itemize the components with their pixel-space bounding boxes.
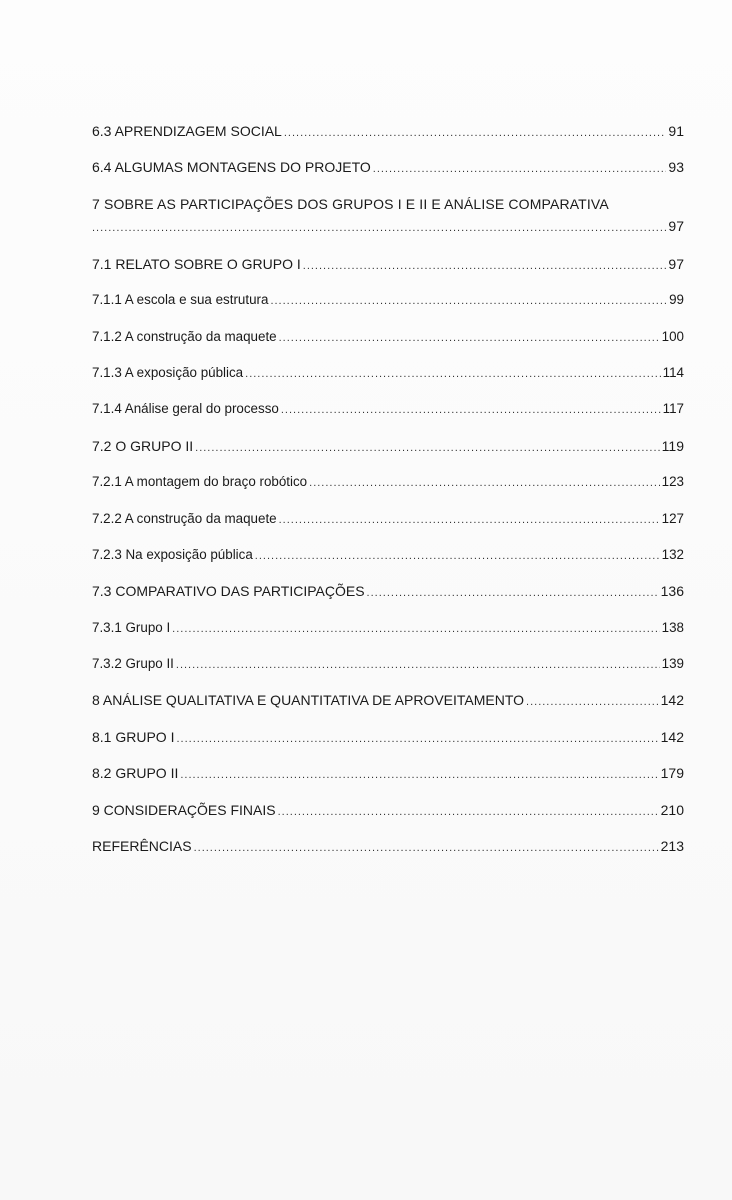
toc-entry	[92, 618, 684, 654]
toc-entry-page: 93	[668, 159, 684, 176]
toc-entry	[92, 290, 684, 326]
toc-entry	[92, 399, 684, 435]
toc-leader-dots	[194, 838, 659, 858]
toc-entry	[92, 472, 684, 508]
toc-entry	[92, 254, 684, 290]
toc-leader-dots	[176, 655, 660, 675]
toc-leader-dots	[303, 256, 667, 276]
toc-entry-title: 7.1.1 A escola e sua estrutura	[92, 292, 269, 308]
toc-leader-dots	[279, 328, 660, 348]
toc-entry-title: 7.1.3 A exposição pública	[92, 364, 244, 380]
toc-entry	[92, 545, 684, 581]
toc-entry-title: 6.4 ALGUMAS MONTAGENS DO PROJETO	[92, 159, 371, 176]
toc-entry-wrapped	[92, 194, 684, 254]
toc-entry-page: 142	[660, 728, 684, 745]
toc-entry	[92, 654, 684, 690]
toc-leader-dots	[373, 159, 667, 179]
toc-entry-title: 7.1.4 Análise geral do processo	[92, 401, 279, 417]
toc-entry-page: 117	[662, 401, 684, 417]
toc-leader-dots	[526, 692, 659, 712]
toc-entry	[92, 436, 684, 472]
toc-entry	[92, 327, 684, 363]
toc-entry-title: 7.1 RELATO SOBRE O GRUPO I	[92, 255, 301, 272]
toc-entry-title: 7.3.2 Grupo II	[92, 656, 174, 672]
toc-leader-dots	[92, 218, 666, 238]
toc-entry-page: 97	[668, 255, 684, 272]
toc-entry-title: 7.2.2 A construção da maquete	[92, 510, 277, 526]
toc-entry-title: 8.1 GRUPO I	[92, 728, 175, 745]
toc-entry	[92, 581, 684, 617]
toc-leader-dots	[309, 473, 660, 493]
toc-entry	[92, 727, 684, 763]
toc-leader-dots	[195, 438, 660, 458]
toc-entry	[92, 157, 684, 193]
toc-entry-page: 213	[660, 838, 684, 855]
toc-entry	[92, 836, 684, 872]
toc-entry-page: 179	[660, 765, 684, 782]
toc-entry-title: 9 CONSIDERAÇÕES FINAIS	[92, 801, 276, 818]
toc-entry	[92, 800, 684, 836]
toc-leader-dots	[281, 400, 661, 420]
toc-leader-dots	[367, 583, 659, 603]
table-of-contents	[92, 121, 684, 872]
toc-leader-dots	[278, 802, 659, 822]
toc-entry	[92, 509, 684, 545]
toc-entry-page: 119	[661, 437, 684, 454]
toc-entry-title: 7.2 O GRUPO II	[92, 437, 194, 454]
toc-entry-page: 210	[660, 801, 684, 818]
toc-entry-title: 8 ANÁLISE QUALITATIVA E QUANTITATIVA DE APROVEITAMENTO	[92, 692, 525, 709]
toc-entry-title: 7.3.1 Grupo I	[92, 619, 171, 635]
toc-entry-title: 7.2.3 Na exposição pública	[92, 546, 253, 562]
toc-entry-page: 100	[661, 328, 684, 344]
toc-entry-page: 139	[661, 656, 684, 672]
toc-entry-title: 7.1.2 A construção da maquete	[92, 328, 277, 344]
toc-leader-dots	[279, 510, 660, 530]
toc-entry-page: 132	[661, 546, 684, 562]
toc-entry-page: 142	[660, 692, 684, 709]
toc-entry-page: 136	[660, 583, 684, 600]
toc-entry-page: 138	[661, 619, 684, 635]
toc-entry-page: 114	[662, 364, 684, 380]
toc-entry-page: 123	[661, 474, 684, 490]
toc-leader-dots	[245, 364, 661, 384]
toc-leader-dots	[180, 765, 658, 785]
toc-entry	[92, 121, 684, 157]
toc-entry	[92, 363, 684, 399]
toc-leader-dots	[172, 619, 659, 639]
toc-leader-dots	[284, 123, 667, 143]
toc-entry-title: 7.3 COMPARATIVO DAS PARTICIPAÇÕES	[92, 583, 365, 600]
toc-entry-page: 91	[668, 123, 684, 139]
toc-leader-dots	[270, 291, 667, 311]
toc-leader-dots	[176, 729, 658, 749]
toc-entry-page: 97	[668, 217, 684, 234]
toc-entry-page: 99	[669, 292, 684, 308]
toc-entry-title: 7.2.1 A montagem do braço robótico	[92, 474, 308, 490]
toc-entry-title: 7 SOBRE AS PARTICIPAÇÕES DOS GRUPOS I E II E ANÁLISE COMPARATIVA	[92, 195, 609, 212]
toc-entry	[92, 763, 684, 799]
toc-entry-page: 127	[661, 510, 684, 526]
toc-entry-title: REFERÊNCIAS	[92, 838, 192, 855]
toc-entry-title: 6.3 APRENDIZAGEM SOCIAL	[92, 123, 282, 139]
toc-entry	[92, 690, 684, 726]
toc-entry-title: 8.2 GRUPO II	[92, 765, 179, 782]
toc-entry-continuation	[92, 216, 684, 254]
toc-leader-dots	[255, 546, 660, 566]
